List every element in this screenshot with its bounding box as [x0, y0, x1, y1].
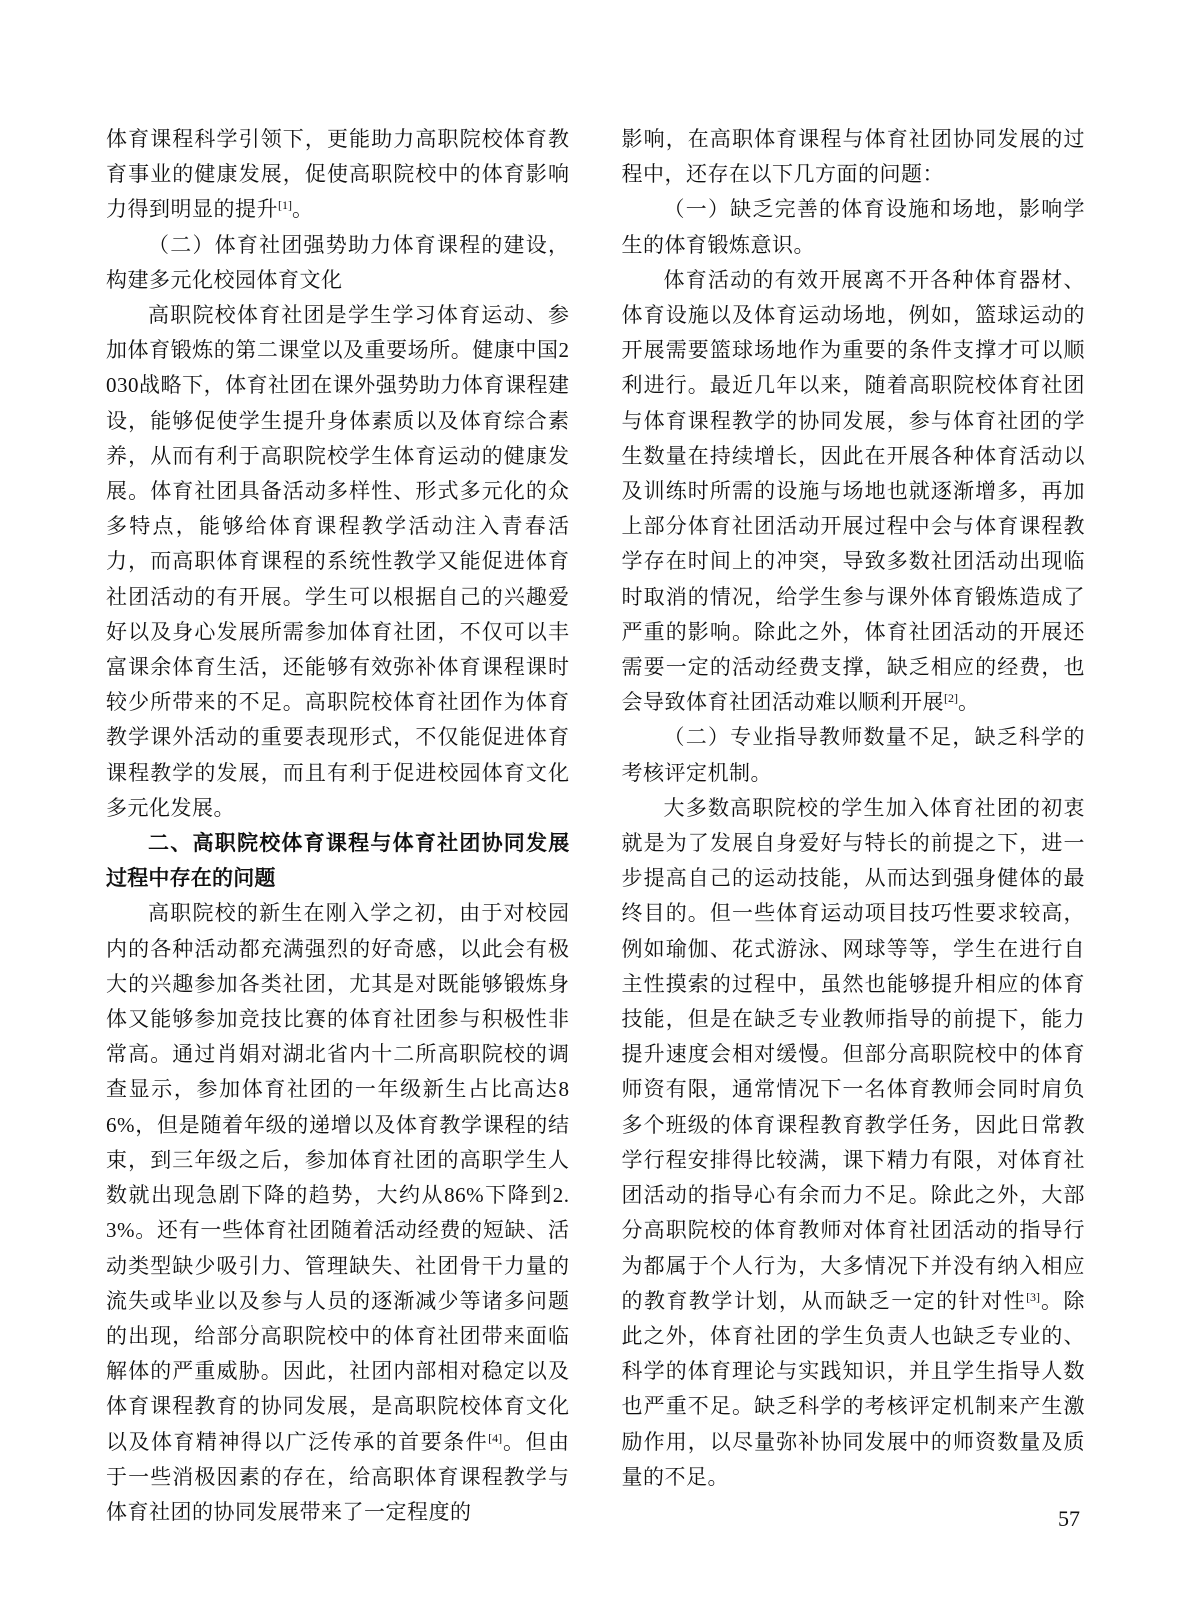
body-paragraph: 影响，在高职体育课程与体育社团协同发展的过程中，还存在以下几方面的问题：	[621, 127, 1085, 187]
body-paragraph: 高职院校体育社团是学生学习体育运动、参加体育锻炼的第二课堂以及重要场所。健康中国2030战略下，体育社团在课外强势助力体育课程建设，能够促使学生提升身体素质以及体育综合素养，从而有利于高职院校学生体育运动的健康发展。体育社团具备活动多样性、形式多元化的众多特点，能够给体育课程教学活动注入青春活力，而高职体育课程的系统性教学又能促进体育社团活动的有开展。学生可以根据自己的兴趣爱好以及身心发展所需参加体育社团，不仅可以丰富课余体育生活，还能够有效弥补体育课程课时较少所带来的不足。高职院校体育社团作为体育教学课外活动的重要表现形式，不仅能促进体育课程教学的发展，而且有利于促进校园体育文化多元化发展。	[106, 303, 570, 820]
page-number: 57	[1058, 1506, 1080, 1531]
body-paragraph: 体育课程科学引领下，更能助力高职院校体育教育事业的健康发展，促使高职院校中的体育影响力得到明显的提升[1]。	[106, 127, 570, 222]
body-paragraph: （二）专业指导教师数量不足，缺乏科学的考核评定机制。	[621, 725, 1085, 785]
section-heading: 二、高职院校体育课程与体育社团协同发展过程中存在的问题	[106, 832, 570, 891]
text-column-left	[106, 122, 570, 1530]
citation-ref: [4]	[488, 1430, 503, 1445]
citation-ref: [3]	[1026, 1289, 1041, 1304]
body-paragraph: （二）体育社团强势助力体育课程的建设，构建多元化校园体育文化	[106, 232, 570, 292]
citation-ref: [1]	[278, 198, 292, 213]
body-paragraph: 体育活动的有效开展离不开各种体育器材、体育设施以及体育运动场地，例如，篮球运动的开展需要篮球场地作为重要的条件支撑才可以顺利进行。最近几年以来，随着高职院校体育社团与体育课程教学的协同发展，参与体育社团的学生数量在持续增长，因此在开展各种体育活动以及训练时所需的设施与场地也就逐渐增多，再加上部分体育社团活动开展过程中会与体育课程教学存在时间上的冲突，导致多数社团活动出现临时取消的情况，给学生参与课外体育锻炼造成了严重的影响。除此之外，体育社团活动的开展还需要一定的活动经费支撑，缺乏相应的经费，也会导致体育社团活动难以顺利开展[2]。	[621, 267, 1085, 715]
text-column-right	[622, 122, 1086, 1530]
two-column-layout	[106, 122, 1085, 1530]
body-paragraph: （一）缺乏完善的体育设施和场地，影响学生的体育锻炼意识。	[621, 197, 1085, 257]
citation-ref: [2]	[944, 691, 958, 706]
body-paragraph: 大多数高职院校的学生加入体育社团的初衷就是为了发展自身爱好与特长的前提之下，进一步提高自己的运动技能，从而达到强身健体的最终目的。但一些体育运动项目技巧性要求较高，例如瑜伽、花式游泳、网球等等，学生在进行自主性摸索的过程中，虽然也能够提升相应的体育技能，但是在缺乏专业教师指导的前提下，能力提升速度会相对缓慢。但部分高职院校中的体育师资有限，通常情况下一名体育教师会同时肩负多个班级的体育课程教育教学任务，因此日常教学行程安排得比较满，课下精力有限，对体育社团活动的指导心有余而力不足。除此之外，大部分高职院校的体育教师对体育社团活动的指导行为都属于个人行为，大多情况下并没有纳入相应的教育教学计划，从而缺乏一定的针对性[3]。除此之外，体育社团的学生负责人也缺乏专业的、科学的体育理论与实践知识，并且学生指导人数也严重不足。缺乏科学的考核评定机制来产生激励作用，以尽量弥补协同发展中的师资数量及质量的不足。	[621, 795, 1086, 1489]
body-paragraph: 高职院校的新生在刚入学之初，由于对校园内的各种活动都充满强烈的好奇感，以此会有极大的兴趣参加各类社团，尤其是对既能够锻炼身体又能够参加竞技比赛的体育社团参与积极性非常高。通过肖娟对湖北省内十二所高职院校的调查显示，参加体育社团的一年级新生占比高达86%，但是随着年级的递增以及体育教学课程的结束，到三年级之后，参加体育社团的高职学生人数就出现急剧下降的趋势，大约从86%下降到2.3%。还有一些体育社团随着活动经费的短缺、活动类型缺少吸引力、管理缺失、社团骨干力量的流失或毕业以及参与人员的逐渐减少等诸多问题的出现，给部分高职院校中的体育社团带来面临解体的严重威胁。因此，社团内部相对稳定以及体育课程教育的协同发展，是高职院校体育文化以及体育精神得以广泛传承的首要条件[4]。但由于一些消极因素的存在，给高职体育课程教学与体育社团的协同发展带来了一定程度的	[106, 901, 570, 1524]
